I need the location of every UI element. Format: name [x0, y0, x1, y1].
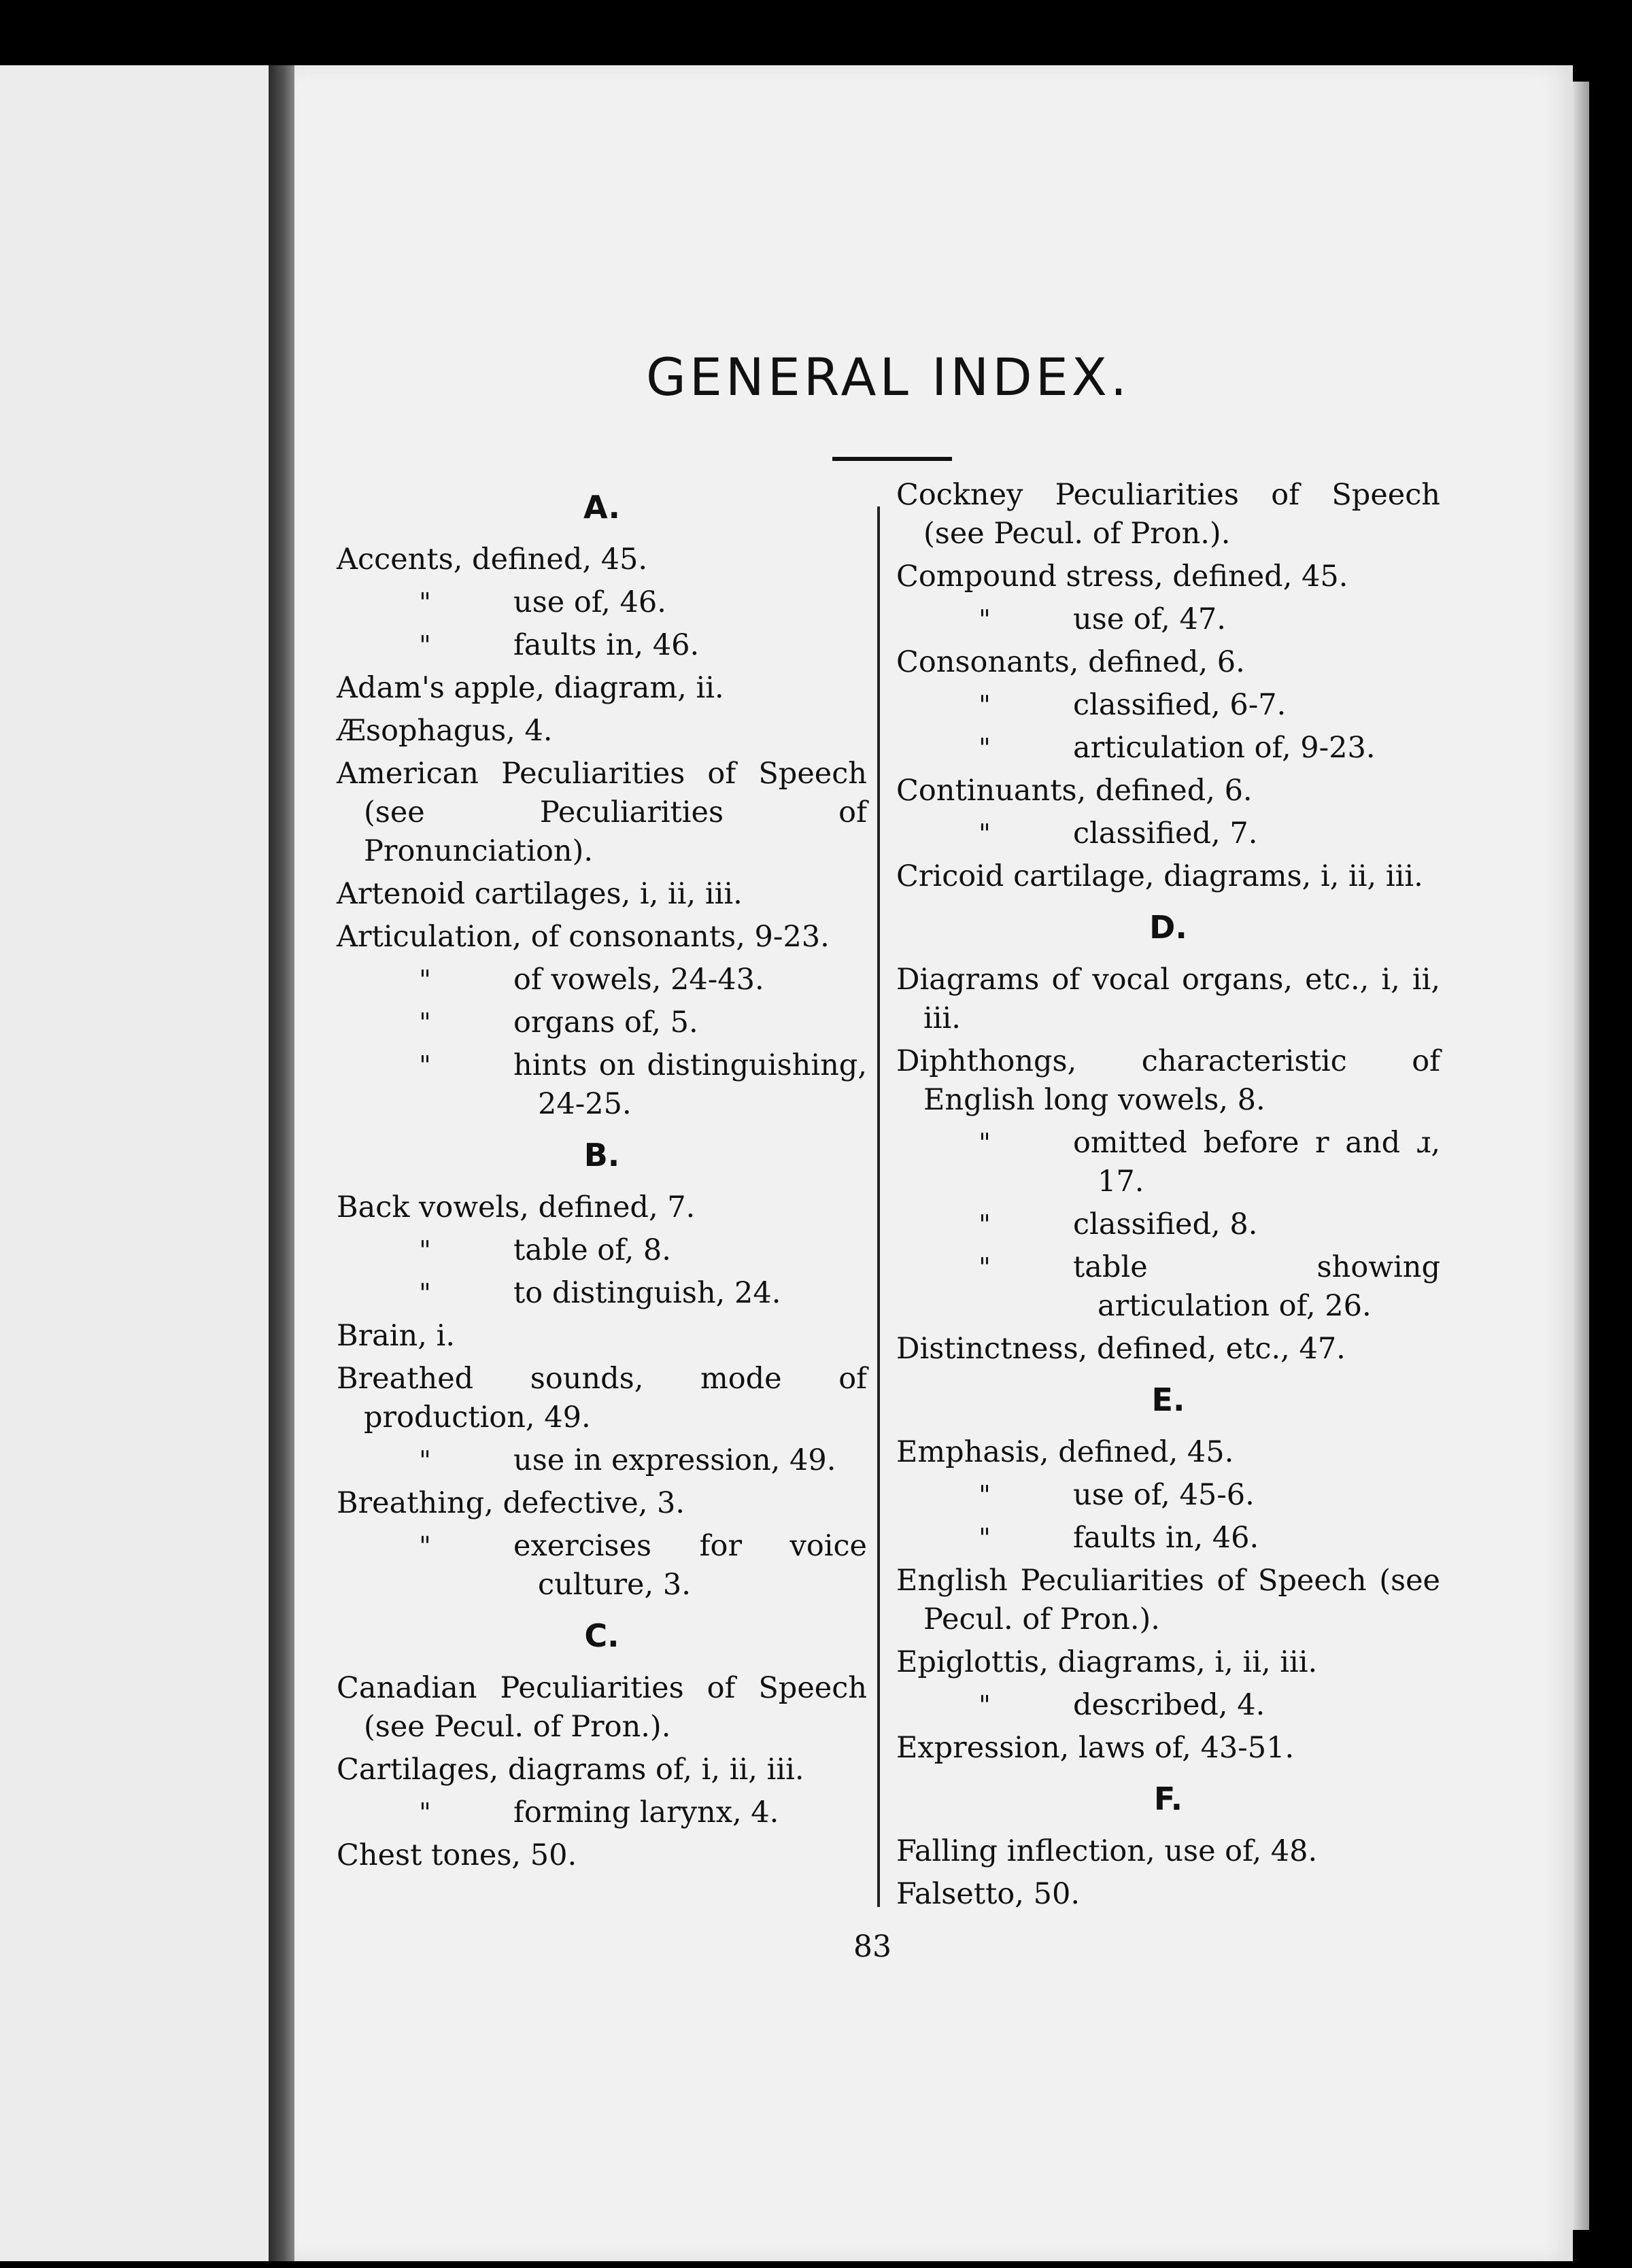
index-entry: Articulation, of consonants, 9-23.: [337, 920, 830, 954]
index-subentry: [896, 1124, 1440, 1201]
subentry-text: of vowels, 24-43.: [513, 963, 764, 997]
subentry-text: classified, 8.: [1073, 1207, 1258, 1241]
index-subentry: [337, 1231, 867, 1270]
index-entry: Accents, defined, 45.: [337, 543, 648, 577]
subentry-text: hints on distinguishing, 24-25.: [513, 1048, 867, 1121]
page-number: 83: [853, 1929, 891, 1964]
subentry-text: classified, 7.: [1073, 817, 1258, 850]
index-entry: Adam's apple, diagram, ii.: [337, 671, 724, 705]
index-entry: Cockney Peculiarities of Speech (see Pecul. of Pron.).: [896, 478, 1440, 551]
subentry-text: omitted before r and ɹ, 17.: [1073, 1126, 1440, 1199]
subentry-text: use of, 46.: [513, 585, 666, 619]
subentry-text: articulation of, 9-23.: [1073, 731, 1376, 765]
index-subentry: [337, 1527, 867, 1604]
subentry-text: described, 4.: [1073, 1688, 1265, 1722]
index-subentry: [896, 1476, 1440, 1515]
ditto-mark: ": [979, 1252, 991, 1282]
ditto-mark: ": [419, 1050, 431, 1080]
ditto-mark: ": [419, 965, 431, 995]
index-entry: Emphasis, defined, 45.: [896, 1435, 1234, 1469]
section-letter: B.: [583, 1137, 620, 1173]
section-letter: F.: [1153, 1781, 1183, 1817]
subentry-text: table showing articulation of, 26.: [1073, 1250, 1440, 1323]
index-subentry: [337, 1274, 867, 1313]
index-column-left: [337, 476, 867, 1879]
index-entry: Falsetto, 50.: [896, 1877, 1080, 1911]
index-entry: Canadian Peculiarities of Speech (see Pecul. of Pron.).: [337, 1671, 867, 1744]
ditto-mark: ": [979, 604, 991, 634]
index-entry: Artenoid cartilages, i, ii, iii.: [337, 877, 743, 911]
index-subentry: [337, 1003, 867, 1042]
subentry-text: forming larynx, 4.: [513, 1796, 779, 1829]
index-entry: Falling inflection, use of, 48.: [896, 1834, 1318, 1868]
index-subentry: [896, 1205, 1440, 1244]
index-entry: Cricoid cartilage, diagrams, i, ii, iii.: [896, 859, 1423, 893]
subentry-text: organs of, 5.: [513, 1006, 698, 1040]
index-entry: Cartilages, diagrams of, i, ii, iii.: [337, 1753, 804, 1787]
ditto-mark: ": [419, 1235, 431, 1265]
index-column-right: [896, 476, 1440, 1918]
subentry-text: classified, 6-7.: [1073, 688, 1287, 722]
subentry-text: use in expression, 49.: [513, 1443, 836, 1477]
index-subentry: [896, 1686, 1440, 1725]
subentry-text: table of, 8.: [513, 1233, 671, 1267]
title-rule: [832, 457, 952, 461]
facing-page: [0, 65, 269, 2261]
section-letter: A.: [583, 489, 620, 526]
index-subentry: [337, 961, 867, 999]
ditto-mark: ": [419, 1278, 431, 1308]
index-subentry: [896, 600, 1440, 639]
index-entry: Epiglottis, diagrams, i, ii, iii.: [896, 1645, 1318, 1679]
index-entry: Breathed sounds, mode of production, 49.: [337, 1362, 867, 1434]
index-entry: Consonants, defined, 6.: [896, 645, 1245, 679]
ditto-mark: ": [979, 733, 991, 763]
index-entry: Diphthongs, characteristic of English long vowels, 8.: [896, 1044, 1440, 1117]
ditto-mark: ": [979, 1480, 991, 1510]
ditto-mark: ": [419, 1008, 431, 1037]
ditto-mark: ": [419, 630, 431, 660]
subentry-text: faults in, 46.: [1073, 1521, 1259, 1555]
section-letter: D.: [1149, 909, 1187, 946]
book-spine: [269, 65, 294, 2261]
index-entry: Distinctness, defined, etc., 47.: [896, 1332, 1346, 1366]
index-entry: American Peculiarities of Speech (see Peculiarities of Pronunciation).: [337, 757, 867, 868]
subentry-text: exercises for voice culture, 3.: [513, 1529, 867, 1602]
index-subentry: [896, 814, 1440, 853]
subentry-text: use of, 45-6.: [1073, 1478, 1255, 1512]
index-subentry: [337, 1793, 867, 1832]
index-subentry: [337, 1441, 867, 1480]
ditto-mark: ": [979, 1209, 991, 1239]
index-subentry: [896, 1248, 1440, 1326]
section-letter: E.: [1151, 1381, 1185, 1418]
index-subentry: [337, 1046, 867, 1124]
ditto-mark: ": [419, 1798, 431, 1827]
subentry-text: to distinguish, 24.: [513, 1276, 781, 1310]
index-entry: Compound stress, defined, 45.: [896, 560, 1348, 594]
subentry-text: faults in, 46.: [513, 628, 700, 662]
index-entry: Brain, i.: [337, 1319, 455, 1353]
index-entry: Æsophagus, 4.: [337, 714, 553, 748]
index-entry: Chest tones, 50.: [337, 1838, 577, 1872]
index-entry: Continuants, defined, 6.: [896, 774, 1253, 808]
section-letter: C.: [584, 1617, 619, 1654]
index-entry: English Peculiarities of Speech (see Pecul. of Pron.).: [896, 1564, 1440, 1636]
ditto-mark: ": [419, 1531, 431, 1561]
index-entry: Back vowels, defined, 7.: [337, 1190, 696, 1224]
subentry-text: use of, 47.: [1073, 602, 1226, 636]
index-subentry: [896, 729, 1440, 768]
page-title: GENERAL INDEX.: [646, 347, 1131, 407]
index-subentry: [337, 583, 867, 622]
ditto-mark: ": [979, 819, 991, 848]
index-subentry: [896, 686, 1440, 725]
index-entry: Expression, laws of, 43-51.: [896, 1731, 1295, 1765]
page-edge: [1573, 82, 1589, 2230]
index-entry: Diagrams of vocal organs, etc., i, ii, iii.: [896, 963, 1440, 1035]
ditto-mark: ": [979, 690, 991, 720]
ditto-mark: ": [979, 1690, 991, 1720]
index-subentry: [337, 626, 867, 665]
ditto-mark: ": [419, 587, 431, 617]
ditto-mark: ": [979, 1128, 991, 1158]
index-subentry: [896, 1519, 1440, 1558]
ditto-mark: ": [419, 1445, 431, 1475]
index-entry: Breathing, defective, 3.: [337, 1486, 685, 1520]
ditto-mark: ": [979, 1523, 991, 1553]
column-divider: [877, 506, 880, 1907]
